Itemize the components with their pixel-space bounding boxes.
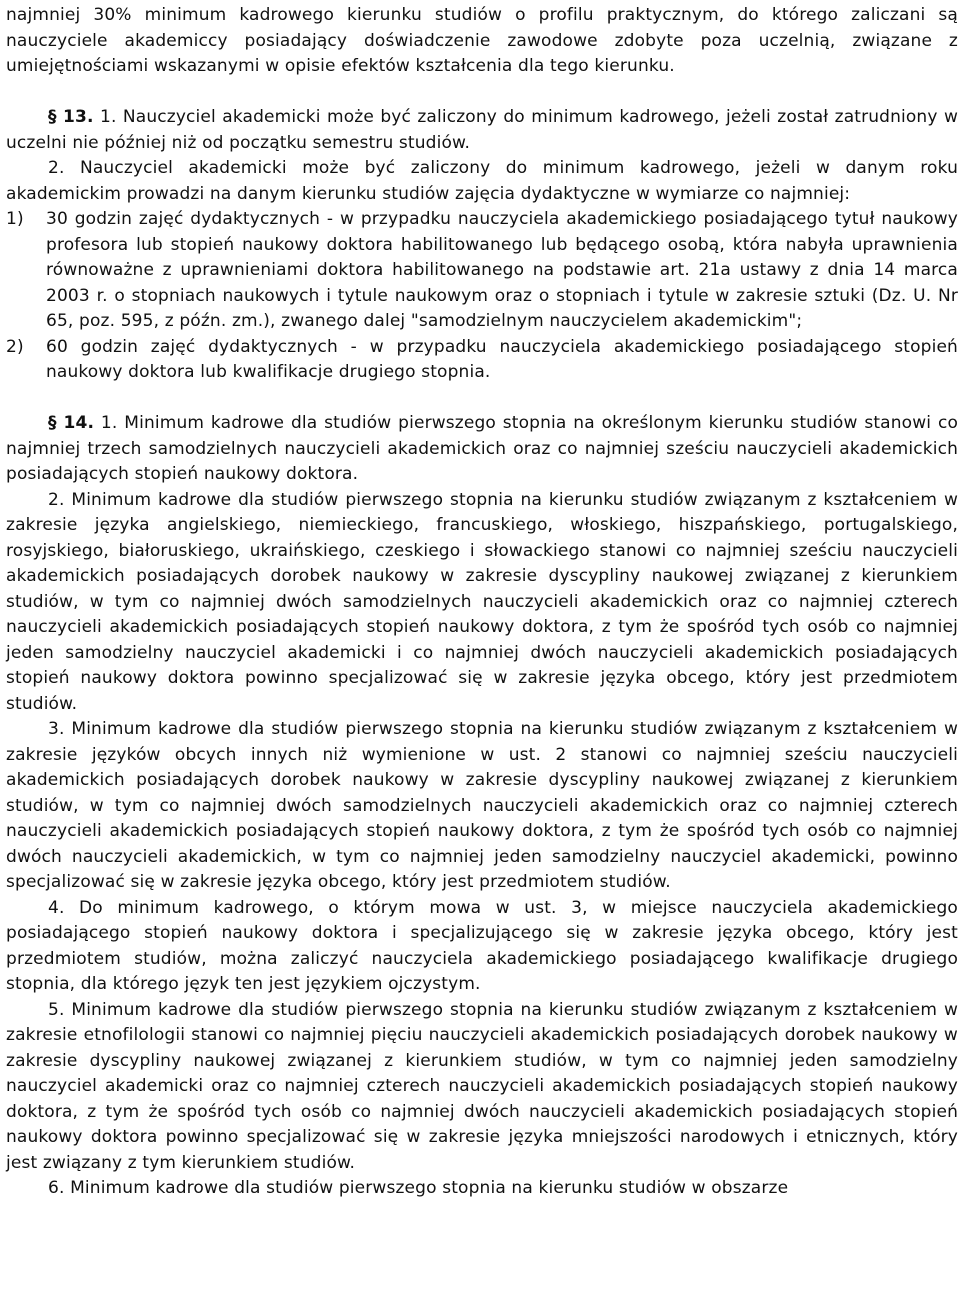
list-item xyxy=(6,207,958,335)
list-item-number: 2) xyxy=(6,336,24,357)
section-14-paragraph-1 xyxy=(6,411,958,488)
section-13-paragraph-2: 2. Nauczyciel akademicki może być zaliczony do minimum kadrowego, jeżeli w danym roku akademickim prowadzi na danym kierunku studiów zajęcia dydaktyczne w wymiarze co najmniej: xyxy=(6,158,958,204)
document-page xyxy=(6,3,958,1202)
list-item-text: 30 godzin zajęć dydaktycznych - w przypadku nauczyciela akademickiego posiadającego tytuł naukowy profesora lub stopień naukowy doktora habilitowanego lub będącego osobą, która nabyła uprawnienia równoważne z uprawnieniami doktora habilitowanego na podstawie art. 21a ustawy z dnia 14 marca 2003 r. o stopniach naukowych i tytule naukowym oraz o stopniach i tytule w zakresie sztuki (Dz. U. Nr 65, poz. 595, z późn. zm.), zwanego dalej "samodzielnym nauczycielem akademickim"; xyxy=(46,209,958,331)
section-sign: § xyxy=(48,413,57,433)
list-item xyxy=(6,335,958,386)
section-13-par-1-text: 1. Nauczyciel akademicki może być zaliczony do minimum kadrowego, jeżeli został zatrudniony w uczelni nie później niż od początku semestru studiów. xyxy=(6,107,958,153)
section-14-par-1-text: 1. Minimum kadrowe dla studiów pierwszego stopnia na określonym kierunku studiów stanowi co najmniej trzech samodzielnych nauczycieli akademickich oraz co najmniej sześciu nauczycieli akademickich posiadających stopień naukowy doktora. xyxy=(6,413,959,484)
section-14-paragraph-4: 4. Do minimum kadrowego, o którym mowa w ust. 3, w miejsce nauczyciela akademickiego posiadającego stopień naukowy doktora i specjalizującego się w zakresie języka obcego, który jest przedmiotem studiów, można zaliczyć nauczyciela akademickiego posiadającego kwalifikacje drugiego stopnia, dla którego język ten jest językiem ojczystym. xyxy=(6,897,958,994)
section-14-number: 14. xyxy=(63,413,95,433)
section-14-paragraph-3: 3. Minimum kadrowe dla studiów pierwszego stopnia na kierunku studiów związanym z kształceniem w zakresie języków obcych innych niż wymienione w ust. 2 stanowi co najmniej sześciu nauczycieli akademickich posiadających dorobek naukowy w zakresie dyscypliny naukowej związanej z kierunkiem studiów, w tym co najmniej dwóch samodzielnych nauczycieli akademickich oraz co najmniej czterech nauczycieli akademickich posiadających stopień naukowy doktora, z tym że spośród tych osób co najmniej dwóch nauczycieli akademickich, w tym co najmniej jeden samodzielny nauczyciel akademicki, powinno specjalizować się w zakresie języka obcego, który jest przedmiotem studiów. xyxy=(6,719,958,892)
section-14-paragraph-5: 5. Minimum kadrowe dla studiów pierwszego stopnia na kierunku studiów związanym z kształceniem w zakresie etnofilologii stanowi co najmniej pięciu nauczycieli akademickich posiadających dorobek naukowy w zakresie dyscypliny naukowej związanej z kierunkiem studiów, w tym co najmniej jeden samodzielny nauczyciel akademicki oraz co najmniej czterech nauczycieli akademickich posiadających stopień naukowy doktora, z tym że spośród tych osób co najmniej dwóch nauczycieli akademickich posiadających stopień naukowy doktora powinno specjalizować się w zakresie języka mniejszości narodowych i etnicznych, który jest związany z tym kierunkiem studiów. xyxy=(6,999,958,1173)
section-14-paragraph-6: 6. Minimum kadrowe dla studiów pierwszego stopnia na kierunku studiów w obszarze xyxy=(48,1178,789,1198)
list-item-text: 60 godzin zajęć dydaktycznych - w przypadku nauczyciela akademickiego posiadającego stopień naukowy doktora lub kwalifikacje drugiego stopnia. xyxy=(46,336,958,382)
section-13-item-list xyxy=(6,207,958,386)
section-14-paragraph-2: 2. Minimum kadrowe dla studiów pierwszego stopnia na kierunku studiów związanym z kształceniem w zakresie języka angielskiego, niemieckiego, francuskiego, włoskiego, hiszpańskiego, portugalskiego, rosyjskiego, białoruskiego, ukraińskiego, czeskiego i słowackiego stanowi co najmniej sześciu nauczycieli akademickich posiadających dorobek naukowy w zakresie dyscypliny naukowej związanej z kierunkiem studiów, w tym co najmniej dwóch samodzielnych nauczycieli akademickich oraz co najmniej czterech nauczycieli akademickich posiadających stopień naukowy doktora, z tym że spośród tych osób co najmniej jeden samodzielny nauczyciel akademicki i co najmniej dwóch nauczycieli akademickich posiadających stopień naukowy doktora powinno specjalizować się w zakresie języka obcego, który jest przedmiotem studiów. xyxy=(6,489,958,714)
list-item-number: 1) xyxy=(6,209,24,229)
section-13-number: 13. xyxy=(63,107,94,127)
intro-paragraph: najmniej 30% minimum kadrowego kierunku studiów o profilu praktycznym, do którego zaliczani są nauczyciele akademiccy posiadający doświadczenie zawodowe zdobyte poza uczelnią, związane z umiejętnościami wskazanymi w opisie efektów kształcenia dla tego kierunku. xyxy=(6,5,958,76)
section-13-paragraph-1 xyxy=(6,105,958,156)
section-sign: § xyxy=(48,107,57,127)
